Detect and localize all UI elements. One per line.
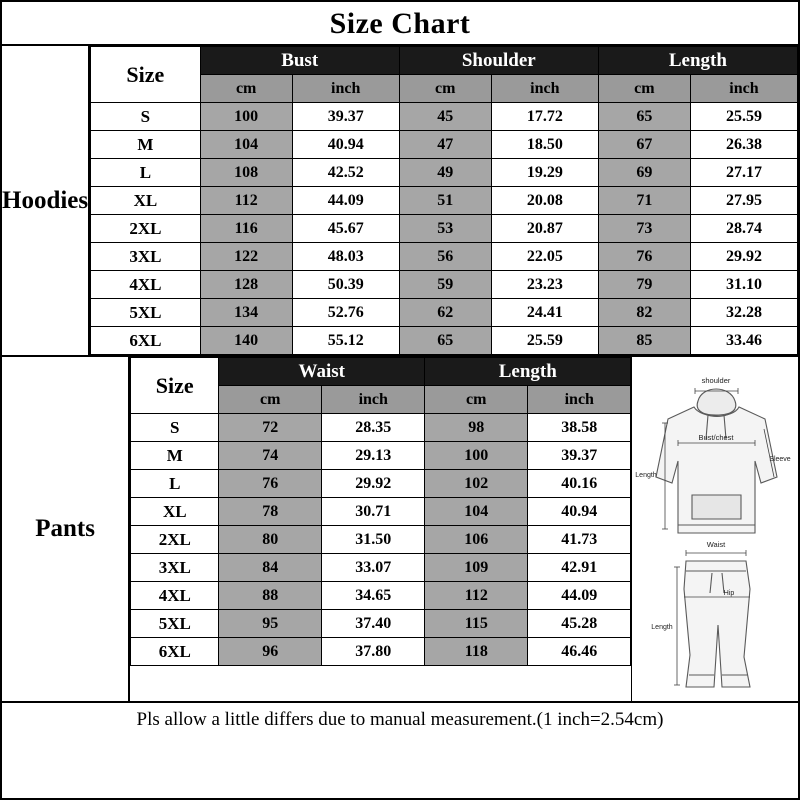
hoodies-5xl-length-inch: 32.28	[690, 299, 797, 327]
hoodies-xl-shoulder-cm: 51	[399, 187, 491, 215]
pants-4xl-waist-cm: 88	[219, 582, 322, 610]
hoodies-2xl-bust-cm: 116	[200, 215, 292, 243]
table-row	[91, 187, 798, 215]
pants-xl-length-cm: 104	[425, 498, 528, 526]
label-bust-chest: Bust/chest	[698, 433, 734, 442]
hoodies-table	[90, 46, 798, 355]
hoodies-3xl-length-cm: 76	[598, 243, 690, 271]
pants-6xl-waist-cm: 96	[219, 638, 322, 666]
hoodies-3xl-length-inch: 29.92	[690, 243, 797, 271]
hoodies-size-header: Size	[91, 47, 201, 103]
pants-xl-length-inch: 40.94	[528, 498, 631, 526]
pants-table-wrap	[130, 357, 631, 701]
pants-5xl-waist-inch: 37.40	[322, 610, 425, 638]
pants-m-waist-inch: 29.13	[322, 442, 425, 470]
pants-6xl-length-cm: 118	[425, 638, 528, 666]
pants-m-length-cm: 100	[425, 442, 528, 470]
pants-s-waist-inch: 28.35	[322, 414, 425, 442]
hoodies-6xl-bust-inch: 55.12	[292, 327, 399, 355]
measurement-diagram	[631, 357, 798, 701]
pants-s-length-inch: 38.58	[528, 414, 631, 442]
label-sleeve: Sleeve	[769, 456, 791, 463]
pants-2xl-length-inch: 41.73	[528, 526, 631, 554]
hoodies-m-shoulder-cm: 47	[399, 131, 491, 159]
pants-l-length-inch: 40.16	[528, 470, 631, 498]
hoodies-6xl-length-inch: 33.46	[690, 327, 797, 355]
pants-3xl-waist-cm: 84	[219, 554, 322, 582]
hoodies-4xl-length-inch: 31.10	[690, 271, 797, 299]
category-label-pants: Pants	[2, 357, 130, 701]
pants-l-length-cm: 102	[425, 470, 528, 498]
pants-length-cm-header: cm	[425, 386, 528, 414]
table-row	[91, 299, 798, 327]
hoodies-3xl-bust-cm: 122	[200, 243, 292, 271]
table-row	[91, 243, 798, 271]
pants-waist-inch-header: inch	[322, 386, 425, 414]
pants-3xl-length-cm: 109	[425, 554, 528, 582]
hoodies-xl-bust-inch: 44.09	[292, 187, 399, 215]
garment-diagram-svg	[632, 357, 798, 701]
hoodies-m-bust-cm: 104	[200, 131, 292, 159]
hoodies-table-wrap	[90, 46, 798, 355]
pants-group-waist: Waist	[219, 358, 425, 386]
hoodies-group-length: Length	[598, 47, 797, 75]
hoodies-group-header-row	[91, 47, 798, 75]
pants-size-5xl: 5XL	[131, 610, 219, 638]
table-row	[91, 131, 798, 159]
pants-6xl-length-inch: 46.46	[528, 638, 631, 666]
label-shoulder: shoulder	[701, 376, 731, 385]
hoodies-size-xl: XL	[91, 187, 201, 215]
hoodies-6xl-shoulder-inch: 25.59	[491, 327, 598, 355]
hoodies-6xl-length-cm: 85	[598, 327, 690, 355]
pants-l-waist-inch: 29.92	[322, 470, 425, 498]
label-length: Length	[635, 472, 657, 479]
pants-6xl-waist-inch: 37.80	[322, 638, 425, 666]
table-row	[131, 498, 631, 526]
hoodies-shoulder-cm-header: cm	[399, 75, 491, 103]
hoodies-size-4xl: 4XL	[91, 271, 201, 299]
hoodies-2xl-length-cm: 73	[598, 215, 690, 243]
hoodies-l-shoulder-cm: 49	[399, 159, 491, 187]
hoodies-2xl-length-inch: 28.74	[690, 215, 797, 243]
table-row	[131, 638, 631, 666]
hoodies-5xl-length-cm: 82	[598, 299, 690, 327]
pants-length-inch-header: inch	[528, 386, 631, 414]
pants-xl-waist-cm: 78	[219, 498, 322, 526]
label-waist: Waist	[707, 540, 726, 549]
page-title: Size Chart	[329, 7, 471, 40]
pants-2xl-length-cm: 106	[425, 526, 528, 554]
hoodies-bust-inch-header: inch	[292, 75, 399, 103]
hoodies-m-bust-inch: 40.94	[292, 131, 399, 159]
hoodies-5xl-shoulder-cm: 62	[399, 299, 491, 327]
hoodies-3xl-bust-inch: 48.03	[292, 243, 399, 271]
hoodies-3xl-shoulder-inch: 22.05	[491, 243, 598, 271]
hoodies-size-6xl: 6XL	[91, 327, 201, 355]
hoodies-size-5xl: 5XL	[91, 299, 201, 327]
pants-section	[2, 357, 798, 701]
pants-size-l: L	[131, 470, 219, 498]
pants-m-waist-cm: 74	[219, 442, 322, 470]
hoodies-l-bust-cm: 108	[200, 159, 292, 187]
table-row	[131, 582, 631, 610]
pants-size-2xl: 2XL	[131, 526, 219, 554]
pants-size-s: S	[131, 414, 219, 442]
pants-size-3xl: 3XL	[131, 554, 219, 582]
table-row	[91, 327, 798, 355]
hoodies-s-shoulder-cm: 45	[399, 103, 491, 131]
hoodies-bust-cm-header: cm	[200, 75, 292, 103]
hoodies-2xl-shoulder-inch: 20.87	[491, 215, 598, 243]
table-row	[131, 526, 631, 554]
hoodies-size-l: L	[91, 159, 201, 187]
hoodies-4xl-shoulder-cm: 59	[399, 271, 491, 299]
hoodies-length-inch-header: inch	[690, 75, 797, 103]
pants-size-4xl: 4XL	[131, 582, 219, 610]
hoodies-l-length-cm: 69	[598, 159, 690, 187]
pants-group-length: Length	[425, 358, 631, 386]
pants-4xl-length-inch: 44.09	[528, 582, 631, 610]
hoodies-xl-shoulder-inch: 20.08	[491, 187, 598, 215]
hoodies-2xl-shoulder-cm: 53	[399, 215, 491, 243]
hoodies-3xl-shoulder-cm: 56	[399, 243, 491, 271]
pants-s-waist-cm: 72	[219, 414, 322, 442]
hoodies-l-bust-inch: 42.52	[292, 159, 399, 187]
table-row	[91, 271, 798, 299]
hoodies-xl-bust-cm: 112	[200, 187, 292, 215]
hoodies-6xl-shoulder-cm: 65	[399, 327, 491, 355]
footer-note: Pls allow a little differs due to manual measurement.(1 inch=2.54cm)	[136, 709, 664, 730]
label-pants-length: Length	[651, 624, 673, 631]
hoodies-group-bust: Bust	[200, 47, 399, 75]
hoodies-s-length-cm: 65	[598, 103, 690, 131]
hoodies-5xl-shoulder-inch: 24.41	[491, 299, 598, 327]
category-label-hoodies: Hoodies	[2, 46, 90, 355]
pants-table	[130, 357, 631, 666]
hoodies-size-3xl: 3XL	[91, 243, 201, 271]
table-row	[131, 610, 631, 638]
pants-s-length-cm: 98	[425, 414, 528, 442]
hoodies-group-shoulder: Shoulder	[399, 47, 598, 75]
table-row	[91, 215, 798, 243]
hoodies-m-length-inch: 26.38	[690, 131, 797, 159]
pants-xl-waist-inch: 30.71	[322, 498, 425, 526]
label-hip: Hip	[724, 590, 735, 597]
hoodies-length-cm-header: cm	[598, 75, 690, 103]
pants-4xl-length-cm: 112	[425, 582, 528, 610]
pants-2xl-waist-inch: 31.50	[322, 526, 425, 554]
pants-5xl-waist-cm: 95	[219, 610, 322, 638]
hoodies-6xl-bust-cm: 140	[200, 327, 292, 355]
hoodies-5xl-bust-cm: 134	[200, 299, 292, 327]
pants-size-xl: XL	[131, 498, 219, 526]
pants-waist-cm-header: cm	[219, 386, 322, 414]
pants-size-m: M	[131, 442, 219, 470]
pants-3xl-waist-inch: 33.07	[322, 554, 425, 582]
hoodies-size-2xl: 2XL	[91, 215, 201, 243]
pants-3xl-length-inch: 42.91	[528, 554, 631, 582]
pants-l-waist-cm: 76	[219, 470, 322, 498]
hoodies-l-length-inch: 27.17	[690, 159, 797, 187]
pants-5xl-length-inch: 45.28	[528, 610, 631, 638]
pants-size-header: Size	[131, 358, 219, 414]
table-row	[131, 414, 631, 442]
hoodies-s-length-inch: 25.59	[690, 103, 797, 131]
pants-size-6xl: 6XL	[131, 638, 219, 666]
hoodies-5xl-bust-inch: 52.76	[292, 299, 399, 327]
hoodies-m-length-cm: 67	[598, 131, 690, 159]
hoodies-section	[2, 46, 798, 355]
hoodies-l-shoulder-inch: 19.29	[491, 159, 598, 187]
pants-4xl-waist-inch: 34.65	[322, 582, 425, 610]
hoodies-2xl-bust-inch: 45.67	[292, 215, 399, 243]
table-row	[91, 103, 798, 131]
pants-group-header-row	[131, 358, 631, 386]
hoodies-4xl-shoulder-inch: 23.23	[491, 271, 598, 299]
pants-5xl-length-cm: 115	[425, 610, 528, 638]
table-row	[131, 470, 631, 498]
pants-m-length-inch: 39.37	[528, 442, 631, 470]
hoodies-s-bust-inch: 39.37	[292, 103, 399, 131]
hoodies-m-shoulder-inch: 18.50	[491, 131, 598, 159]
hoodies-xl-length-inch: 27.95	[690, 187, 797, 215]
hoodies-4xl-bust-inch: 50.39	[292, 271, 399, 299]
hoodies-xl-length-cm: 71	[598, 187, 690, 215]
pants-2xl-waist-cm: 80	[219, 526, 322, 554]
table-row	[131, 554, 631, 582]
table-row	[131, 442, 631, 470]
hoodies-size-s: S	[91, 103, 201, 131]
hoodies-4xl-length-cm: 79	[598, 271, 690, 299]
hoodies-s-shoulder-inch: 17.72	[491, 103, 598, 131]
hoodies-4xl-bust-cm: 128	[200, 271, 292, 299]
hoodies-size-m: M	[91, 131, 201, 159]
hoodies-s-bust-cm: 100	[200, 103, 292, 131]
hoodies-shoulder-inch-header: inch	[491, 75, 598, 103]
table-row	[91, 159, 798, 187]
